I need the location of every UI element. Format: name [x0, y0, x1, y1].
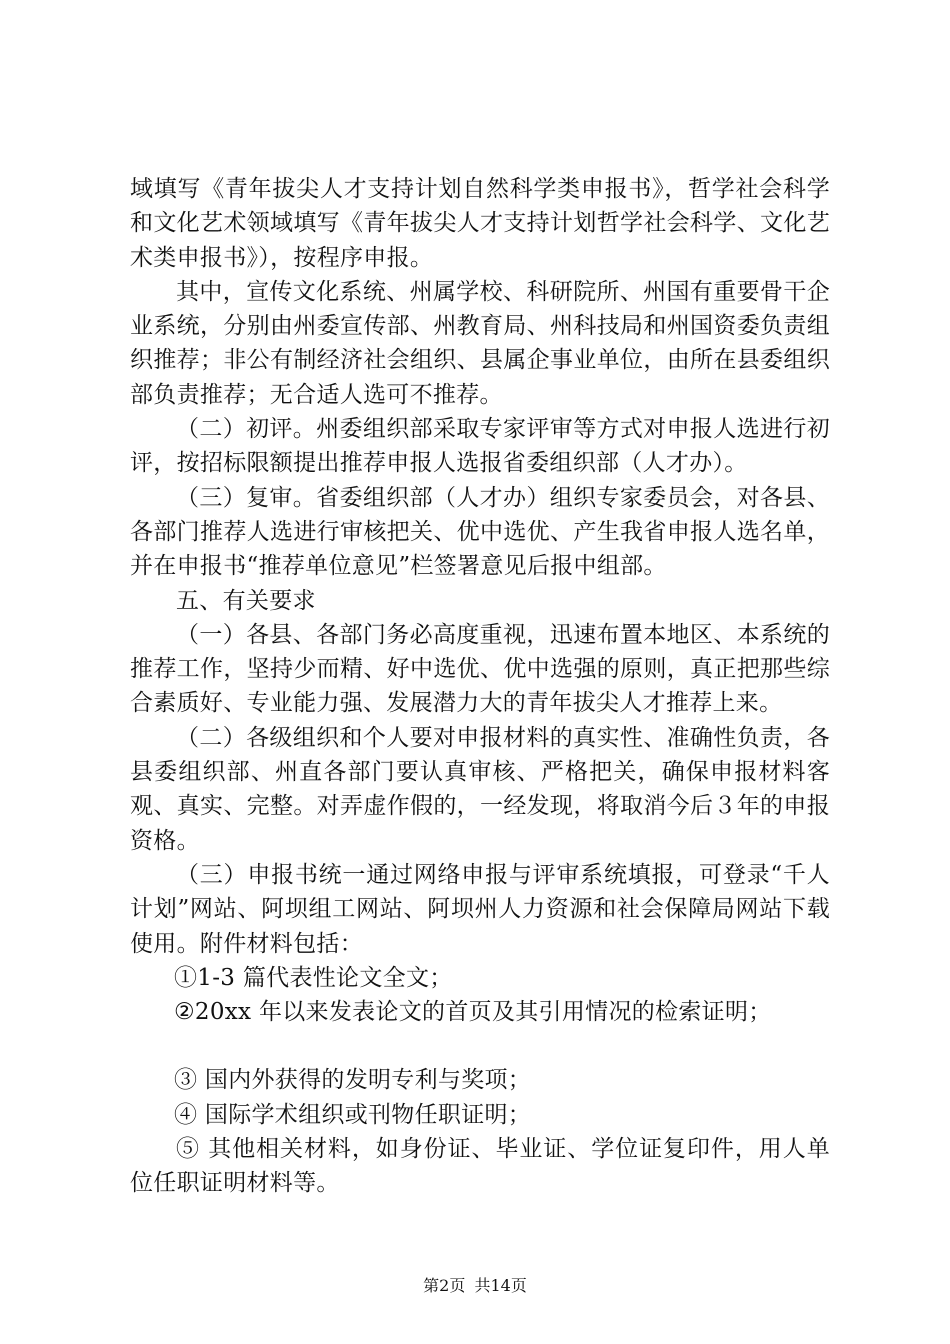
attachment-item: ①1-3 篇代表性论文全文；	[174, 964, 453, 991]
page-footer	[0, 1273, 950, 1296]
paragraph: （三）复审。省委组织部（人才办）组织专家委员会，对各县、各部门推荐人选进行审核把关、优中选优、产生我省申报人选名单，并在申报书“推荐单位意见”栏签署意见后报中组部。	[130, 484, 830, 580]
paragraph: （二）各级组织和个人要对申报材料的真实性、准确性负责，各县委组织部、州直各部门要认真审核、严格把关，确保申报材料客观、真实、完整。对弄虚作假的，一经发现，将取消今后３年的申报资格。	[130, 724, 830, 854]
document-body	[130, 172, 830, 1201]
section-heading: 五、有关要求	[176, 587, 316, 614]
attachment-item: ②20xx 年以来发表论文的首页及其引用情况的检索证明；	[174, 999, 772, 1026]
attachment-item: ⑤ 其他相关材料，如身份证、毕业证、学位证复印件，用人单位任职证明材料等。	[130, 1136, 830, 1197]
paragraph: 其中，宣传文化系统、州属学校、科研院所、州国有重要骨干企业系统，分别由州委宣传部、州教育局、州科技局和州国资委负责组织推荐；非公有制经济社会组织、县属企事业单位，由所在县委组织部负责推荐；无合适人选可不推荐。	[130, 278, 830, 408]
attachment-item: ③ 国内外获得的发明专利与奖项；	[174, 1067, 532, 1094]
page-number: 第2页	[423, 1276, 466, 1295]
blank-line	[130, 1029, 830, 1063]
paragraph: （三）申报书统一通过网络申报与评审系统填报，可登录“千人计划”网站、阿坝组工网站、阿坝州人力资源和社会保障局网站下载使用。附件材料包括：	[130, 861, 830, 957]
attachment-item: ④ 国际学术组织或刊物任职证明；	[174, 1101, 532, 1128]
paragraph: 域填写《青年拔尖人才支持计划自然科学类申报书》，哲学社会科学和文化艺术领域填写《青年拔尖人才支持计划哲学社会科学、文化艺术类申报书》），按程序申报。	[130, 176, 830, 271]
paragraph: （一）各县、各部门务必高度重视，迅速布置本地区、本系统的推荐工作，坚持少而精、好中选优、优中选强的原则，真正把那些综合素质好、专业能力强、发展潜力大的青年拔尖人才推荐上来。	[130, 621, 830, 717]
paragraph: （二）初评。州委组织部采取专家评审等方式对申报人选进行初评，按招标限额提出推荐申报人选报省委组织部（人才办）。	[130, 416, 830, 477]
total-pages: 共14页	[474, 1276, 527, 1295]
